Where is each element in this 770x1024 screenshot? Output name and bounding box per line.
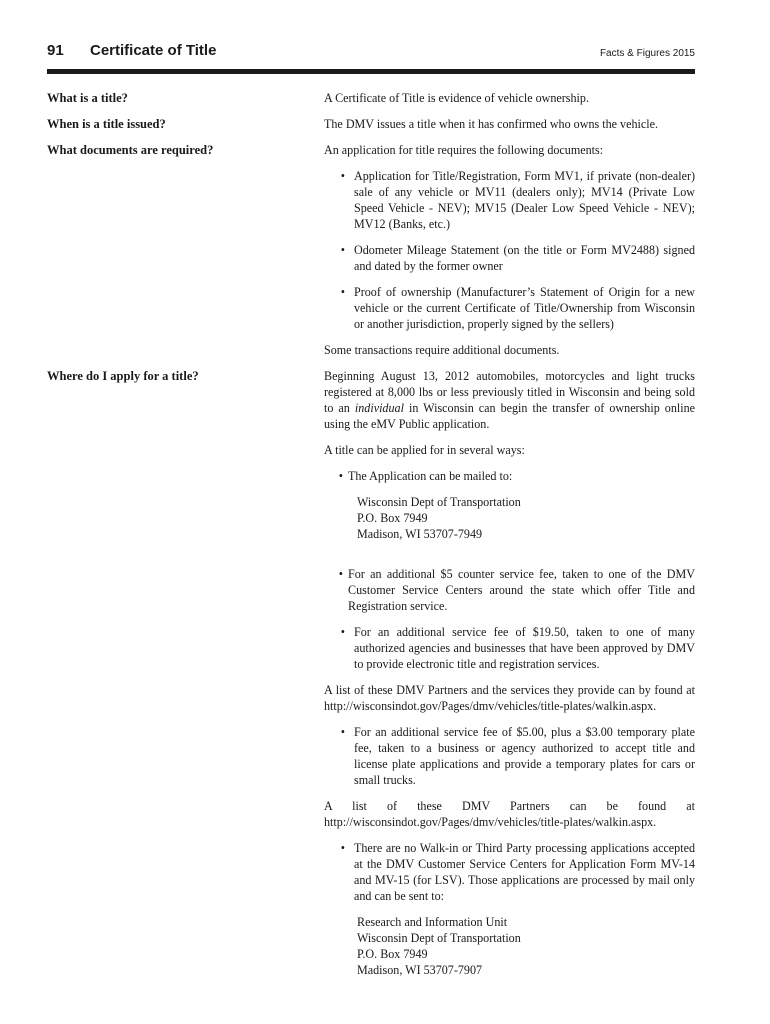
bullet-icon: • (340, 625, 345, 639)
address-line: Research and Information Unit (357, 915, 508, 929)
list-item (324, 468, 695, 484)
emv-text-italic: individual (354, 401, 404, 415)
bullet-icon: • (338, 469, 343, 483)
bullet-icon: • (340, 169, 345, 183)
documents-closing: Some transactions require additional documents. (324, 343, 560, 357)
documents-intro: An application for title requires the following documents: (324, 143, 604, 157)
address-line: Wisconsin Dept of Transportation (357, 495, 521, 509)
list-item (324, 840, 695, 904)
list-item (324, 168, 695, 232)
research-address (357, 914, 695, 978)
what-is-title-row (47, 90, 695, 116)
document-item-text: Odometer Mileage Statement (on the title or Form MV2488) signed and dated by the former owner (354, 243, 695, 273)
where-apply-row (47, 368, 695, 988)
address-line: P.O. Box 7949 (357, 511, 428, 525)
bullet-icon: • (340, 725, 345, 739)
bullet-icon: • (340, 285, 345, 299)
counter-bullet-text: For an additional $5 counter service fee, taken to one of the DMV Customer Service Centers around the state which offer Title and Registration service. (348, 567, 695, 613)
agency-note: A list of these DMV Partners and the services they provide can by found at http://wisconsindot.gov/Pages/dmv/vehicles/title-plates/walkin.aspx. (324, 683, 695, 713)
address-line: P.O. Box 7949 (357, 947, 428, 961)
document-body (47, 90, 695, 988)
bullet-icon: • (338, 567, 343, 581)
page-number: 91 (47, 42, 64, 59)
ways-intro: A title can be applied for in several ways: (324, 443, 525, 457)
list-item (324, 566, 695, 614)
answer-what-is-title: A Certificate of Title is evidence of vehicle ownership. (324, 91, 589, 105)
emv-text-end: in Wisconsin can begin the transfer of ownership online using the eMV Public application. (324, 401, 696, 431)
list-item (324, 624, 695, 672)
address-line: Madison, WI 53707-7949 (357, 527, 483, 541)
agency-bullet-text: For an additional service fee of $19.50, taken to one of many authorized agencies and businesses that have been approved by DMV to provide electronic title and registration services. (354, 625, 695, 671)
list-item (324, 242, 695, 274)
mail-bullet-text: The Application can be mailed to: (348, 469, 513, 483)
documents-required-row (47, 142, 695, 368)
header-rule (47, 69, 695, 74)
emv-paragraph (324, 368, 695, 432)
answer-when-issued: The DMV issues a title when it has confirmed who owns the vehicle. (324, 117, 658, 131)
question-where-apply: Where do I apply for a title? (47, 369, 199, 383)
address-line: Wisconsin Dept of Transportation (357, 931, 521, 945)
business-bullet-text: For an additional service fee of $5.00, plus a $3.00 temporary plate fee, taken to a business or agency authorized to accept title and license plate applications and provide a temporary plates for cars or small trucks. (354, 725, 695, 787)
list-item (324, 724, 695, 788)
address-line: Madison, WI 53707-7907 (357, 963, 483, 977)
emv-text-start: Beginning August 13, 2012 automobiles, motorcycles and light trucks registered at 8,000 lbs or less previously titled in Wisconsin and being sold to an (324, 369, 695, 415)
list-item (324, 284, 695, 332)
question-when-issued: When is a title issued? (47, 117, 166, 131)
document-item-text: Proof of ownership (Manufacturer’s Statement of Origin for a new vehicle or the current Certificate of Title/Ownership from Wisconsin or another jurisdiction, properly signed by the sellers) (354, 285, 695, 331)
document-item-text: Application for Title/Registration, Form MV1, if private (non-dealer) sale of any vehicle or MV11 (dealers only); MV14 (Private Low Speed Vehicle - NEV); MV15 (Dealer Low Speed Vehicle - NEV); MV12 (Banks, etc.) (354, 169, 695, 231)
page-header (47, 42, 695, 66)
mail-address (357, 494, 695, 542)
business-note: A list of these DMV Partners can be found at http://wisconsindot.gov/Pages/dmv/vehicles/title-plates/walkin.aspx. (324, 799, 695, 829)
bullet-icon: • (340, 841, 345, 855)
no-walkin-bullet-text: There are no Walk-in or Third Party processing applications accepted at the DMV Customer Service Centers for Application Form MV-14 and MV-15 (for LSV). Those applications are processed by mail only and can be sent to: (354, 841, 695, 903)
publication-name: Facts & Figures 2015 (599, 48, 695, 59)
bullet-icon: • (340, 243, 345, 257)
question-what-is-title: What is a title? (47, 91, 128, 105)
when-issued-row (47, 116, 695, 142)
page-title: Certificate of Title (90, 42, 217, 59)
question-documents-required: What documents are required? (47, 143, 214, 157)
